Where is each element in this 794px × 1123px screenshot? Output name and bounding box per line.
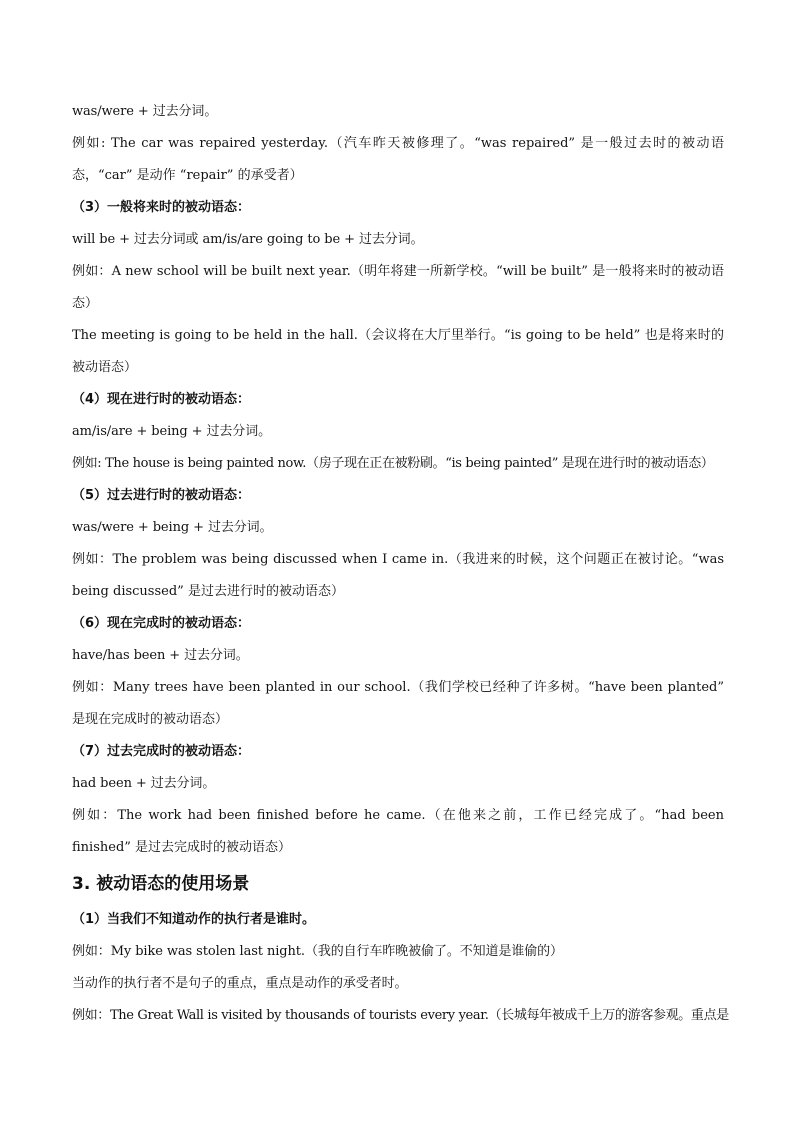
chapter-heading: 3. 被动语态的使用场景 bbox=[72, 874, 250, 894]
text-line: 当动作的执行者不是句子的重点，重点是动作的承受者时。 bbox=[72, 976, 408, 991]
text-line: have/has been + 过去分词。 bbox=[72, 648, 249, 663]
text-line: was/were + being + 过去分词。 bbox=[72, 520, 273, 535]
section-heading: （3）一般将来时的被动语态： bbox=[72, 200, 251, 215]
section-heading: （1）当我们不知道动作的执行者是谁时。 bbox=[72, 912, 316, 927]
section-heading: （6）现在完成时的被动语态： bbox=[72, 616, 251, 631]
example-paragraph: 例如：The work had been finished before he came.（在他来之前，工作已经完成了。“had been finished” 是过去完成时的被动语态） bbox=[72, 808, 724, 855]
text-line: had been + 过去分词。 bbox=[72, 776, 216, 791]
document-page bbox=[72, 96, 729, 1032]
text-line: am/is/are + being + 过去分词。 bbox=[72, 424, 272, 439]
text-line: was/were + 过去分词。 bbox=[72, 104, 218, 119]
text-line: 例如：My bike was stolen last night.（我的自行车昨晚被偷了。不知道是谁偷的） bbox=[72, 944, 563, 959]
section-heading: （4）现在进行时的被动语态： bbox=[72, 392, 251, 407]
text-line: 例如: The house is being painted now.（房子现在正在被粉刷。“is being painted” 是现在进行时的被动语态） bbox=[72, 456, 714, 471]
example-paragraph: 例如: The car was repaired yesterday.（汽车昨天被修理了。“was repaired” 是一般过去时的被动语态，“car” 是动作 “repair” 的承受者） bbox=[72, 136, 724, 183]
example-paragraph: 例如：The problem was being discussed when I came in.（我进来的时候，这个问题正在被讨论。“was being discussed” 是过去进行时的被动语态） bbox=[72, 552, 724, 599]
example-paragraph: 例如：Many trees have been planted in our school.（我们学校已经种了许多树。“have been planted” 是现在完成时的被动语态） bbox=[72, 680, 724, 727]
example-paragraph: 例如：A new school will be built next year.（明年将建一所新学校。“will be built” 是一般将来时的被动语态） bbox=[72, 264, 724, 311]
text-line: 例如：The Great Wall is visited by thousands of tourists every year.（长城每年被成千上万的游客参观。重点是 bbox=[72, 1008, 729, 1023]
example-paragraph: The meeting is going to be held in the hall.（会议将在大厅里举行。“is going to be held” 也是将来时的被动语态） bbox=[72, 328, 724, 375]
text-line: will be + 过去分词或 am/is/are going to be + 过去分词。 bbox=[72, 232, 424, 247]
section-heading: （5）过去进行时的被动语态： bbox=[72, 488, 251, 503]
section-heading: （7）过去完成时的被动语态： bbox=[72, 744, 251, 759]
